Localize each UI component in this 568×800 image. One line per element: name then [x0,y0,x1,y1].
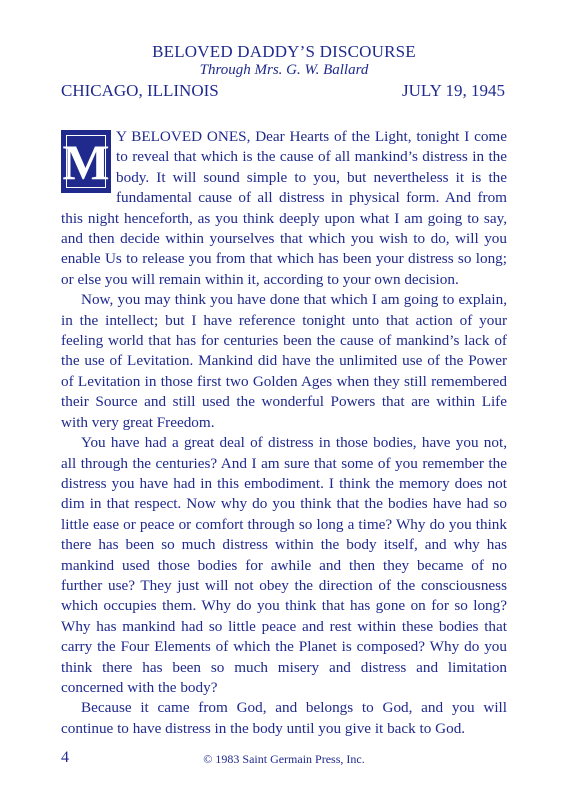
discourse-body [61,127,507,739]
paragraph [61,127,507,290]
discourse-subtitle: Through Mrs. G. W. Ballard [199,62,369,78]
discourse-title: BELOVED DADDY’S DISCOURSE [152,42,416,61]
paragraph-text: Y BELOVED ONES, Dear Hearts of the Light, tonight I come to reveal that which is the cause of all mankind’s distress in the body. It will sound simple to you, but nevertheless it is the fundamental cause of all distress in physical form. And from this night henceforth, as you think deeply upon what I am going to say, and then decide within yourselves that which you wish to do, will you enable Us to release you from that which has been your distress so long; or else you will remain within it, according to your own decision. [61,128,507,288]
paragraph: Now, you may think you have done that which I am going to explain, in the intellect; but I have reference tonight unto that action of your feeling world that has for centuries been the cause of mankind’s lack of the use of Levitation. Mankind did have the unlimited use of the Power of Levitation in those first two Golden Ages when they still remembered their Source and still used the wonderful Powers that are within Life with very great Freedom. [61,291,507,431]
discourse-date: JULY 19, 1945 [402,81,505,100]
discourse-place: CHICAGO, ILLINOIS [61,81,219,100]
copyright-notice: © 1983 Saint Germain Press, Inc. [203,752,365,766]
paragraph: You have had a great deal of distress in those bodies, have you not, all through the centuries? And I am sure that some of you remember the distress you have had in this embodiment. I think the memory does not dim in that respect. Now why do you think that the bodies have had so little ease or peace or comfort through so long a time? Why do you think there has been so much distress within the body itself, and why has mankind used those bodies for awhile and then they became of no further use? They just will not obey the direction of the consciousness which occupies them. Why do you think that has gone on for so long? Why has mankind had so little peace and rest within these bodies that carry the Four Elements of which the Planet is composed? Why do you think there has been so much misery and distress and limitation concerned with the body? [61,434,507,696]
page-number: 4 [61,749,69,766]
paragraph: Because it came from God, and belongs to God, and you will continue to have distress in the body until you give it back to God. [61,699,507,737]
dropcap-letter: M [62,133,110,190]
dropcap-ornament [61,130,111,193]
